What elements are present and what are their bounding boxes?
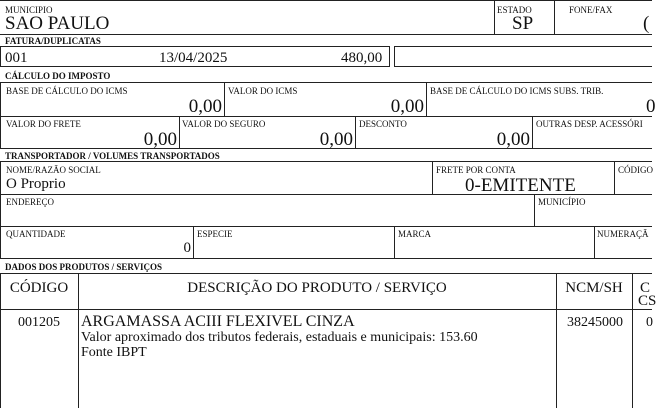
municipio-transportador-label: MUNICÍPIO bbox=[538, 197, 586, 207]
fone-label: FONE/FAX bbox=[569, 5, 613, 15]
fatura-section-title: FATURA/DUPLICATAS bbox=[5, 36, 101, 46]
estado-value: SP bbox=[512, 13, 534, 34]
valor-icms-value: 0,00 bbox=[390, 96, 424, 117]
imposto-section-title: CÁLCULO DO IMPOSTO bbox=[5, 71, 111, 81]
fatura-numero: 001 bbox=[5, 50, 28, 66]
razao-social-label: NOME/RAZÃO SOCIAL bbox=[6, 165, 101, 175]
produtos-section-title: DADOS DOS PRODUTOS / SERVIÇOS bbox=[5, 262, 163, 272]
fatura-box bbox=[0, 46, 390, 67]
quantidade-label: QUANTIDADE bbox=[6, 229, 66, 239]
outras-despesas-label: OUTRAS DESP. ACESSÓRI bbox=[536, 119, 643, 129]
seguro-value: 0,00 bbox=[319, 129, 353, 150]
valor-icms-label: VALOR DO ICMS bbox=[228, 86, 298, 96]
seguro-label: VALOR DO SEGURO bbox=[182, 119, 266, 129]
col-header-cst-top: C bbox=[640, 280, 651, 296]
frete-value: 0,00 bbox=[143, 129, 177, 150]
col-header-codigo: CÓDIGO bbox=[9, 280, 69, 296]
municipio-label: MUNICIPIO bbox=[5, 5, 53, 15]
transportador-section-title: TRANSPORTADOR / VOLUMES TRANSPORTADOS bbox=[5, 151, 220, 161]
base-icms-value: 0,00 bbox=[188, 96, 222, 117]
codigo-antt-label: CÓDIGO bbox=[618, 165, 653, 175]
row-cst: 0 bbox=[646, 315, 653, 330]
frete-conta-label: FRETE POR CONTA bbox=[436, 165, 516, 175]
row-descricao-tributos: Valor aproximado dos tributos federais, estaduais e municipais: 153.60 bbox=[81, 330, 478, 345]
col-header-ncm: NCM/SH bbox=[565, 280, 623, 296]
razao-social-value: O Proprio bbox=[6, 176, 66, 192]
row-codigo: 001205 bbox=[18, 315, 60, 330]
base-icms-st-value: 0 bbox=[646, 96, 656, 117]
row-descricao: ARGAMASSA ACIII FLEXIVEL CINZA bbox=[81, 313, 355, 330]
base-icms-st-label: BASE DE CÁLCULO DO ICMS SUBS. TRIB. bbox=[430, 86, 604, 96]
quantidade-value: 0 bbox=[183, 240, 191, 256]
base-icms-label: BASE DE CÁLCULO DO ICMS bbox=[6, 86, 128, 96]
fatura-valor: 480,00 bbox=[341, 50, 383, 66]
col-header-cst-bottom: CS bbox=[638, 293, 656, 309]
marca-label: MARCA bbox=[398, 229, 432, 239]
especie-label: ESPECIE bbox=[197, 229, 233, 239]
fone-value: ( bbox=[643, 13, 650, 34]
desconto-value: 0,00 bbox=[496, 129, 530, 150]
numeracao-label: NUMERAÇÃ bbox=[597, 229, 649, 239]
fatura-vencimento: 13/04/2025 bbox=[159, 50, 228, 66]
endereco-label: ENDEREÇO bbox=[6, 197, 54, 207]
estado-label: ESTADO bbox=[497, 5, 532, 15]
row-ncm: 38245000 bbox=[567, 315, 623, 330]
fatura-box-2 bbox=[394, 46, 652, 67]
col-header-descricao: DESCRIÇÃO DO PRODUTO / SERVIÇO bbox=[187, 280, 447, 296]
row-descricao-fonte: Fonte IBPT bbox=[81, 345, 147, 360]
frete-label: VALOR DO FRETE bbox=[6, 119, 81, 129]
frete-conta-value: 0-EMITENTE bbox=[465, 175, 576, 196]
desconto-label: DESCONTO bbox=[359, 119, 407, 129]
municipio-value: SAO PAULO bbox=[5, 13, 110, 34]
